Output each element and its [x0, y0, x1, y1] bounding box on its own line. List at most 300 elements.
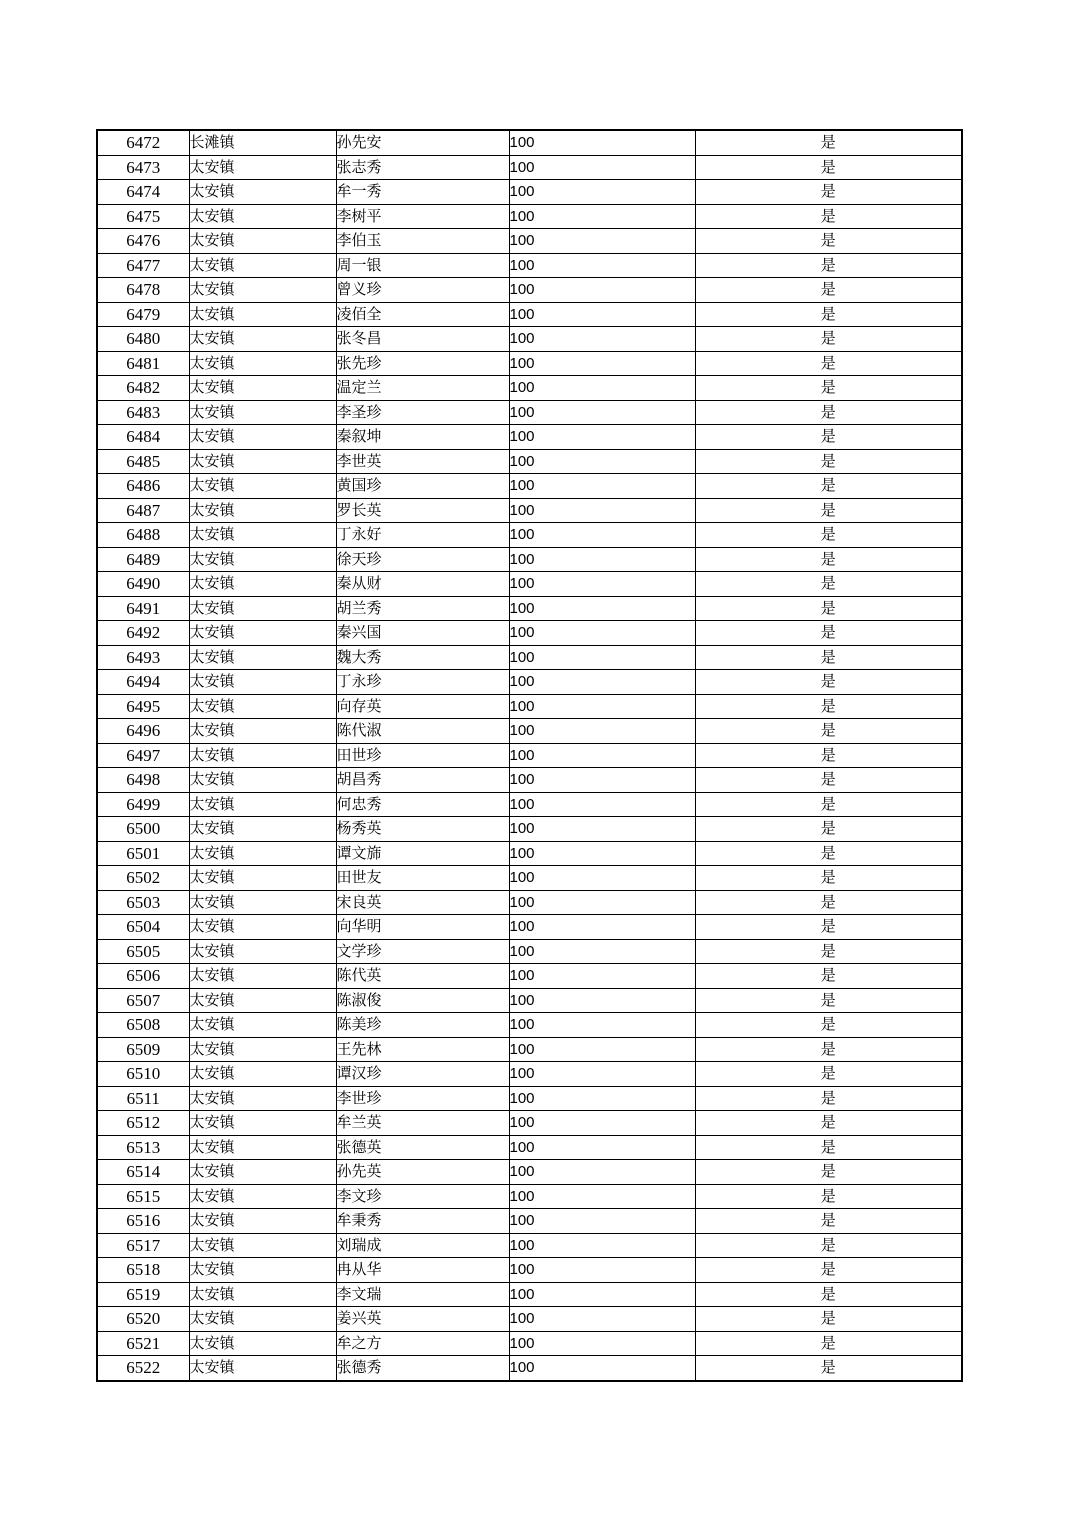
- cell-name: 田世友: [336, 866, 509, 891]
- cell-town: 太安镇: [189, 1307, 336, 1332]
- table-row: [97, 915, 962, 940]
- cell-serial: 6476: [97, 229, 189, 254]
- table-row: [97, 498, 962, 523]
- cell-score: 100: [509, 1086, 695, 1111]
- cell-confirmed: 是: [695, 204, 962, 229]
- cell-serial: 6472: [97, 130, 189, 155]
- cell-score: 100: [509, 792, 695, 817]
- cell-serial: 6504: [97, 915, 189, 940]
- cell-score: 100: [509, 229, 695, 254]
- cell-town: 太安镇: [189, 1160, 336, 1185]
- cell-confirmed: 是: [695, 596, 962, 621]
- cell-confirmed: 是: [695, 327, 962, 352]
- cell-name: 张冬昌: [336, 327, 509, 352]
- cell-confirmed: 是: [695, 1037, 962, 1062]
- cell-score: 100: [509, 523, 695, 548]
- cell-confirmed: 是: [695, 621, 962, 646]
- cell-serial: 6488: [97, 523, 189, 548]
- table-row: [97, 253, 962, 278]
- cell-confirmed: 是: [695, 964, 962, 989]
- cell-serial: 6493: [97, 645, 189, 670]
- table-row: [97, 449, 962, 474]
- cell-town: 太安镇: [189, 890, 336, 915]
- table-row: [97, 1258, 962, 1283]
- cell-serial: 6484: [97, 425, 189, 450]
- cell-town: 太安镇: [189, 523, 336, 548]
- cell-name: 刘瑞成: [336, 1233, 509, 1258]
- table-row: [97, 1209, 962, 1234]
- table-row: [97, 400, 962, 425]
- cell-confirmed: 是: [695, 866, 962, 891]
- cell-name: 王先林: [336, 1037, 509, 1062]
- cell-score: 100: [509, 1062, 695, 1087]
- cell-score: 100: [509, 498, 695, 523]
- cell-serial: 6477: [97, 253, 189, 278]
- cell-name: 陈代英: [336, 964, 509, 989]
- table-row: [97, 866, 962, 891]
- cell-confirmed: 是: [695, 302, 962, 327]
- cell-town: 太安镇: [189, 841, 336, 866]
- cell-confirmed: 是: [695, 425, 962, 450]
- cell-serial: 6515: [97, 1184, 189, 1209]
- cell-serial: 6510: [97, 1062, 189, 1087]
- cell-score: 100: [509, 376, 695, 401]
- cell-town: 太安镇: [189, 204, 336, 229]
- cell-town: 太安镇: [189, 1013, 336, 1038]
- table-row: [97, 1013, 962, 1038]
- cell-confirmed: 是: [695, 1135, 962, 1160]
- cell-serial: 6502: [97, 866, 189, 891]
- cell-confirmed: 是: [695, 939, 962, 964]
- cell-name: 丁永好: [336, 523, 509, 548]
- cell-confirmed: 是: [695, 400, 962, 425]
- cell-score: 100: [509, 939, 695, 964]
- cell-town: 太安镇: [189, 1037, 336, 1062]
- cell-name: 罗长英: [336, 498, 509, 523]
- cell-town: 太安镇: [189, 1258, 336, 1283]
- cell-serial: 6485: [97, 449, 189, 474]
- cell-confirmed: 是: [695, 1013, 962, 1038]
- cell-name: 谭文旆: [336, 841, 509, 866]
- cell-name: 牟兰英: [336, 1111, 509, 1136]
- table-row: [97, 1160, 962, 1185]
- cell-name: 黄国珍: [336, 474, 509, 499]
- cell-town: 太安镇: [189, 547, 336, 572]
- cell-name: 李文瑞: [336, 1282, 509, 1307]
- cell-confirmed: 是: [695, 474, 962, 499]
- cell-town: 太安镇: [189, 425, 336, 450]
- cell-confirmed: 是: [695, 743, 962, 768]
- cell-serial: 6483: [97, 400, 189, 425]
- cell-confirmed: 是: [695, 376, 962, 401]
- cell-serial: 6509: [97, 1037, 189, 1062]
- cell-name: 张德秀: [336, 1356, 509, 1381]
- cell-confirmed: 是: [695, 1062, 962, 1087]
- cell-score: 100: [509, 327, 695, 352]
- cell-score: 100: [509, 547, 695, 572]
- cell-serial: 6522: [97, 1356, 189, 1381]
- cell-score: 100: [509, 278, 695, 303]
- cell-score: 100: [509, 1282, 695, 1307]
- cell-serial: 6521: [97, 1331, 189, 1356]
- cell-score: 100: [509, 841, 695, 866]
- cell-name: 陈美珍: [336, 1013, 509, 1038]
- cell-name: 谭汉珍: [336, 1062, 509, 1087]
- records-table: [96, 129, 963, 1382]
- cell-score: 100: [509, 1331, 695, 1356]
- table-row: [97, 841, 962, 866]
- cell-town: 太安镇: [189, 1111, 336, 1136]
- cell-score: 100: [509, 670, 695, 695]
- cell-confirmed: 是: [695, 547, 962, 572]
- table-row: [97, 1062, 962, 1087]
- cell-town: 太安镇: [189, 670, 336, 695]
- table-row: [97, 792, 962, 817]
- cell-confirmed: 是: [695, 155, 962, 180]
- cell-town: 太安镇: [189, 768, 336, 793]
- table-row: [97, 1184, 962, 1209]
- cell-town: 太安镇: [189, 351, 336, 376]
- cell-score: 100: [509, 351, 695, 376]
- cell-serial: 6512: [97, 1111, 189, 1136]
- cell-confirmed: 是: [695, 768, 962, 793]
- cell-town: 太安镇: [189, 253, 336, 278]
- table-row: [97, 1356, 962, 1381]
- table-row: [97, 694, 962, 719]
- cell-score: 100: [509, 1111, 695, 1136]
- cell-name: 李伯玉: [336, 229, 509, 254]
- table-row: [97, 964, 962, 989]
- cell-score: 100: [509, 1356, 695, 1381]
- cell-town: 长滩镇: [189, 130, 336, 155]
- cell-score: 100: [509, 449, 695, 474]
- cell-name: 李世英: [336, 449, 509, 474]
- cell-confirmed: 是: [695, 278, 962, 303]
- cell-confirmed: 是: [695, 694, 962, 719]
- cell-town: 太安镇: [189, 645, 336, 670]
- cell-serial: 6508: [97, 1013, 189, 1038]
- cell-name: 丁永珍: [336, 670, 509, 695]
- table-row: [97, 719, 962, 744]
- cell-score: 100: [509, 425, 695, 450]
- cell-town: 太安镇: [189, 1282, 336, 1307]
- cell-town: 太安镇: [189, 572, 336, 597]
- cell-score: 100: [509, 155, 695, 180]
- table-row: [97, 645, 962, 670]
- table-row: [97, 204, 962, 229]
- cell-serial: 6481: [97, 351, 189, 376]
- cell-confirmed: 是: [695, 449, 962, 474]
- cell-serial: 6514: [97, 1160, 189, 1185]
- cell-town: 太安镇: [189, 474, 336, 499]
- cell-town: 太安镇: [189, 327, 336, 352]
- cell-score: 100: [509, 1013, 695, 1038]
- table-row: [97, 768, 962, 793]
- cell-score: 100: [509, 866, 695, 891]
- cell-name: 秦兴国: [336, 621, 509, 646]
- cell-serial: 6507: [97, 988, 189, 1013]
- cell-confirmed: 是: [695, 841, 962, 866]
- table-row: [97, 1282, 962, 1307]
- cell-name: 李圣珍: [336, 400, 509, 425]
- cell-score: 100: [509, 1037, 695, 1062]
- table-row: [97, 180, 962, 205]
- cell-town: 太安镇: [189, 278, 336, 303]
- cell-score: 100: [509, 474, 695, 499]
- cell-score: 100: [509, 964, 695, 989]
- table-row: [97, 572, 962, 597]
- table-row: [97, 596, 962, 621]
- table-row: [97, 327, 962, 352]
- cell-town: 太安镇: [189, 449, 336, 474]
- cell-serial: 6497: [97, 743, 189, 768]
- table-row: [97, 229, 962, 254]
- cell-name: 秦从财: [336, 572, 509, 597]
- cell-serial: 6495: [97, 694, 189, 719]
- cell-serial: 6492: [97, 621, 189, 646]
- cell-town: 太安镇: [189, 155, 336, 180]
- cell-name: 陈淑俊: [336, 988, 509, 1013]
- cell-confirmed: 是: [695, 572, 962, 597]
- cell-serial: 6494: [97, 670, 189, 695]
- cell-confirmed: 是: [695, 1331, 962, 1356]
- table-row: [97, 302, 962, 327]
- cell-town: 太安镇: [189, 964, 336, 989]
- cell-town: 太安镇: [189, 229, 336, 254]
- cell-serial: 6503: [97, 890, 189, 915]
- cell-score: 100: [509, 1307, 695, 1332]
- cell-confirmed: 是: [695, 670, 962, 695]
- cell-serial: 6490: [97, 572, 189, 597]
- cell-confirmed: 是: [695, 1307, 962, 1332]
- cell-name: 秦叙坤: [336, 425, 509, 450]
- cell-town: 太安镇: [189, 621, 336, 646]
- cell-serial: 6474: [97, 180, 189, 205]
- cell-name: 曾义珍: [336, 278, 509, 303]
- cell-town: 太安镇: [189, 596, 336, 621]
- cell-score: 100: [509, 1233, 695, 1258]
- cell-score: 100: [509, 621, 695, 646]
- table-row: [97, 474, 962, 499]
- cell-score: 100: [509, 768, 695, 793]
- cell-town: 太安镇: [189, 1233, 336, 1258]
- cell-serial: 6498: [97, 768, 189, 793]
- table-row: [97, 547, 962, 572]
- cell-name: 李文珍: [336, 1184, 509, 1209]
- cell-name: 牟之方: [336, 1331, 509, 1356]
- cell-serial: 6516: [97, 1209, 189, 1234]
- table-row: [97, 425, 962, 450]
- cell-name: 李树平: [336, 204, 509, 229]
- cell-score: 100: [509, 596, 695, 621]
- table-row: [97, 1331, 962, 1356]
- cell-score: 100: [509, 180, 695, 205]
- table-row: [97, 155, 962, 180]
- cell-serial: 6482: [97, 376, 189, 401]
- table-row: [97, 278, 962, 303]
- cell-score: 100: [509, 204, 695, 229]
- table-row: [97, 1135, 962, 1160]
- cell-confirmed: 是: [695, 229, 962, 254]
- table-row: [97, 1037, 962, 1062]
- cell-name: 牟秉秀: [336, 1209, 509, 1234]
- table-row: [97, 1111, 962, 1136]
- cell-score: 100: [509, 400, 695, 425]
- cell-serial: 6499: [97, 792, 189, 817]
- cell-confirmed: 是: [695, 719, 962, 744]
- cell-confirmed: 是: [695, 988, 962, 1013]
- cell-serial: 6475: [97, 204, 189, 229]
- table-row: [97, 351, 962, 376]
- cell-name: 张先珍: [336, 351, 509, 376]
- cell-name: 胡兰秀: [336, 596, 509, 621]
- cell-confirmed: 是: [695, 890, 962, 915]
- cell-score: 100: [509, 915, 695, 940]
- cell-town: 太安镇: [189, 939, 336, 964]
- cell-serial: 6519: [97, 1282, 189, 1307]
- cell-serial: 6505: [97, 939, 189, 964]
- cell-town: 太安镇: [189, 1331, 336, 1356]
- cell-serial: 6480: [97, 327, 189, 352]
- cell-name: 魏大秀: [336, 645, 509, 670]
- cell-town: 太安镇: [189, 302, 336, 327]
- cell-serial: 6479: [97, 302, 189, 327]
- table-row: [97, 523, 962, 548]
- cell-confirmed: 是: [695, 351, 962, 376]
- cell-serial: 6506: [97, 964, 189, 989]
- cell-confirmed: 是: [695, 130, 962, 155]
- table-row: [97, 130, 962, 155]
- cell-town: 太安镇: [189, 915, 336, 940]
- table-row: [97, 621, 962, 646]
- cell-score: 100: [509, 572, 695, 597]
- cell-town: 太安镇: [189, 792, 336, 817]
- cell-name: 杨秀英: [336, 817, 509, 842]
- table-row: [97, 1307, 962, 1332]
- cell-score: 100: [509, 719, 695, 744]
- cell-serial: 6518: [97, 1258, 189, 1283]
- cell-score: 100: [509, 890, 695, 915]
- cell-confirmed: 是: [695, 645, 962, 670]
- cell-name: 向存英: [336, 694, 509, 719]
- cell-town: 太安镇: [189, 1135, 336, 1160]
- cell-serial: 6491: [97, 596, 189, 621]
- cell-score: 100: [509, 645, 695, 670]
- cell-score: 100: [509, 302, 695, 327]
- cell-serial: 6486: [97, 474, 189, 499]
- cell-score: 100: [509, 817, 695, 842]
- cell-name: 牟一秀: [336, 180, 509, 205]
- cell-name: 凌佰全: [336, 302, 509, 327]
- cell-name: 姜兴英: [336, 1307, 509, 1332]
- cell-serial: 6489: [97, 547, 189, 572]
- cell-score: 100: [509, 130, 695, 155]
- cell-town: 太安镇: [189, 180, 336, 205]
- cell-town: 太安镇: [189, 866, 336, 891]
- cell-score: 100: [509, 1258, 695, 1283]
- cell-town: 太安镇: [189, 1086, 336, 1111]
- cell-name: 孙先安: [336, 130, 509, 155]
- table-row: [97, 890, 962, 915]
- table-row: [97, 743, 962, 768]
- cell-score: 100: [509, 253, 695, 278]
- cell-confirmed: 是: [695, 1282, 962, 1307]
- cell-serial: 6513: [97, 1135, 189, 1160]
- cell-town: 太安镇: [189, 376, 336, 401]
- cell-confirmed: 是: [695, 1086, 962, 1111]
- cell-name: 田世珍: [336, 743, 509, 768]
- cell-serial: 6496: [97, 719, 189, 744]
- table-row: [97, 1233, 962, 1258]
- cell-confirmed: 是: [695, 1233, 962, 1258]
- cell-score: 100: [509, 988, 695, 1013]
- cell-name: 孙先英: [336, 1160, 509, 1185]
- cell-town: 太安镇: [189, 1209, 336, 1234]
- cell-confirmed: 是: [695, 1160, 962, 1185]
- cell-confirmed: 是: [695, 253, 962, 278]
- cell-name: 何忠秀: [336, 792, 509, 817]
- cell-town: 太安镇: [189, 694, 336, 719]
- cell-score: 100: [509, 743, 695, 768]
- cell-name: 宋良英: [336, 890, 509, 915]
- cell-serial: 6500: [97, 817, 189, 842]
- cell-name: 冉从华: [336, 1258, 509, 1283]
- cell-serial: 6478: [97, 278, 189, 303]
- table-row: [97, 817, 962, 842]
- table-row: [97, 376, 962, 401]
- cell-town: 太安镇: [189, 743, 336, 768]
- cell-town: 太安镇: [189, 1184, 336, 1209]
- cell-name: 张志秀: [336, 155, 509, 180]
- cell-score: 100: [509, 1184, 695, 1209]
- cell-town: 太安镇: [189, 988, 336, 1013]
- cell-name: 温定兰: [336, 376, 509, 401]
- cell-town: 太安镇: [189, 400, 336, 425]
- cell-name: 文学珍: [336, 939, 509, 964]
- cell-serial: 6520: [97, 1307, 189, 1332]
- cell-score: 100: [509, 694, 695, 719]
- cell-serial: 6473: [97, 155, 189, 180]
- cell-confirmed: 是: [695, 1111, 962, 1136]
- cell-confirmed: 是: [695, 523, 962, 548]
- cell-serial: 6517: [97, 1233, 189, 1258]
- cell-confirmed: 是: [695, 180, 962, 205]
- cell-town: 太安镇: [189, 498, 336, 523]
- cell-name: 陈代淑: [336, 719, 509, 744]
- cell-name: 周一银: [336, 253, 509, 278]
- cell-name: 张德英: [336, 1135, 509, 1160]
- table-row: [97, 1086, 962, 1111]
- cell-name: 向华明: [336, 915, 509, 940]
- cell-town: 太安镇: [189, 1356, 336, 1381]
- cell-name: 李世珍: [336, 1086, 509, 1111]
- cell-serial: 6511: [97, 1086, 189, 1111]
- cell-confirmed: 是: [695, 1209, 962, 1234]
- table-row: [97, 988, 962, 1013]
- table-row: [97, 939, 962, 964]
- cell-name: 胡昌秀: [336, 768, 509, 793]
- cell-town: 太安镇: [189, 1062, 336, 1087]
- cell-confirmed: 是: [695, 498, 962, 523]
- cell-serial: 6501: [97, 841, 189, 866]
- cell-confirmed: 是: [695, 1258, 962, 1283]
- cell-confirmed: 是: [695, 1184, 962, 1209]
- cell-confirmed: 是: [695, 792, 962, 817]
- cell-score: 100: [509, 1135, 695, 1160]
- cell-score: 100: [509, 1160, 695, 1185]
- records-table-body: [97, 130, 962, 1381]
- cell-town: 太安镇: [189, 719, 336, 744]
